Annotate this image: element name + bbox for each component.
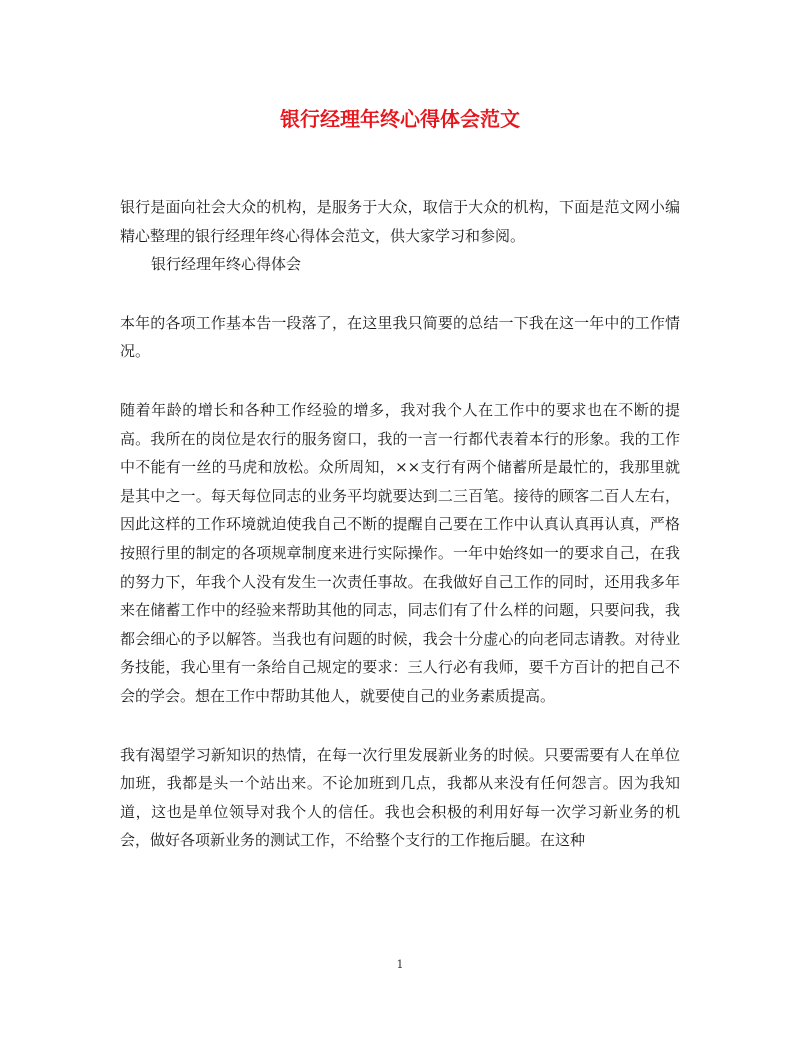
document-body bbox=[120, 193, 680, 855]
page-number: 1 bbox=[396, 958, 404, 971]
intro-paragraph: 银行是面向社会大众的机构，是服务于大众，取信于大众的机构，下面是范文网小编精心整理的银行经理年终心得体会范文，供大家学习和参阅。 bbox=[120, 198, 680, 245]
document-title: 银行经理年终心得体会范文 bbox=[280, 107, 520, 131]
body-paragraph-2: 随着年龄的增长和各种工作经验的增多，我对我个人在工作中的要求也在不断的提高。我所在的岗位是农行的服务窗口，我的一言一行都代表着本行的形象。我的工作中不能有一丝的马虎和放松。众所周知，××支行有两个储蓄所是最忙的，我那里就是其中之一。每天每位同志的业务平均就要达到二三百笔。接待的顾客二百人左右，因此这样的工作环境就迫使我自己不断的提醒自己要在工作中认真认真再认真，严格按照行里的制定的各项规章制度来进行实际操作。一年中始终如一的要求自己，在我的努力下，年我个人没有发生一次责任事故。在我做好自己工作的同时，还用我多年来在储蓄工作中的经验来帮助其他的同志，同志们有了什么样的问题，只要问我，我都会细心的予以解答。当我也有问题的时候，我会十分虚心的向老同志请教。对待业务技能，我心里有一条给自己规定的要求：三人行必有我师，要千方百计的把自己不会的学会。想在工作中帮助其他人，就要使自己的业务素质提高。 bbox=[120, 400, 680, 705]
body-paragraph-3: 我有渴望学习新知识的热情，在每一次行里发展新业务的时候。只要需要有人在单位加班，我都是头一个站出来。不论加班到几点，我都从来没有任何怨言。因为我知道，这也是单位领导对我个人的信任。我也会积极的利用好每一次学习新业务的机会，做好各项新业务的测试工作，不给整个支行的工作拖后腿。在这种 bbox=[120, 745, 680, 850]
subheading: 银行经理年终心得体会 bbox=[151, 255, 302, 274]
body-paragraph-1: 本年的各项工作基本告一段落了，在这里我只简要的总结一下我在这一年中的工作情况。 bbox=[120, 313, 680, 361]
